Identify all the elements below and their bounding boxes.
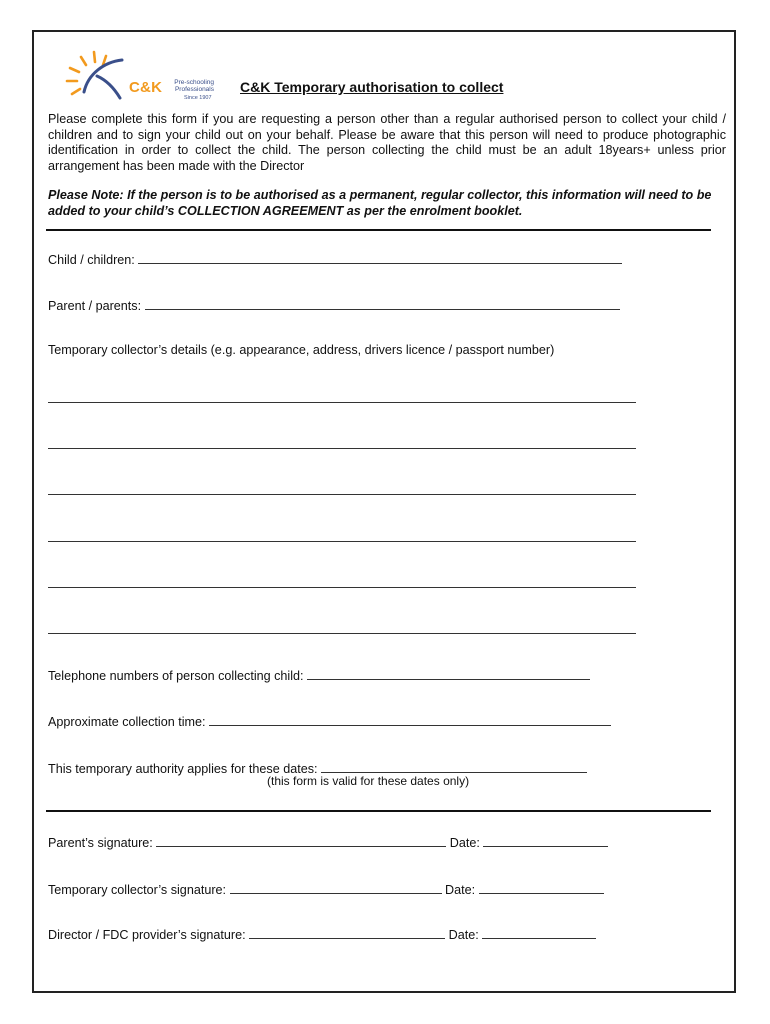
child-blank[interactable] <box>138 250 622 264</box>
note-paragraph: Please Note: If the person is to be authorised as a permanent, regular collector, this information will need to be added to your child’s COLLECTION AGREEMENT as per the enrolment booklet. <box>48 188 712 218</box>
parent-field-row <box>48 296 620 313</box>
parent-signature-blank[interactable] <box>156 833 446 847</box>
collection-time-row <box>48 712 611 729</box>
dates-note: (this form is valid for these dates only) <box>267 774 470 788</box>
collector-details-line-1[interactable] <box>48 402 636 403</box>
telephone-blank[interactable] <box>307 666 590 680</box>
parent-signature-label: Parent’s signature: <box>48 836 153 850</box>
divider-bottom <box>46 810 711 812</box>
collector-details-line-5[interactable] <box>48 587 636 588</box>
child-field-row <box>48 250 622 267</box>
divider-top <box>46 229 711 231</box>
collector-details-line-2[interactable] <box>48 448 636 449</box>
collector-details-line-3[interactable] <box>48 494 636 495</box>
collector-signature-row <box>48 880 604 897</box>
logo-brand-text: C&K <box>129 79 163 96</box>
collector-details-line-6[interactable] <box>48 633 636 634</box>
collection-time-label: Approximate collection time: <box>48 715 206 729</box>
director-date-blank[interactable] <box>482 925 596 939</box>
parent-date-blank[interactable] <box>483 833 608 847</box>
collector-date-label: Date: <box>445 883 476 897</box>
director-date-label: Date: <box>448 928 479 942</box>
logo-since: Since 1907 <box>184 95 212 101</box>
form-title: C&K Temporary authorisation to collect <box>240 79 504 95</box>
ck-logo <box>64 48 214 104</box>
intro-paragraph: Please complete this form if you are requesting a person other than a regular authorised person to collect your child / children and to sign your child out on your behalf. Please be aware that this person will need to produce photographic identification in order to collect the child. The person collecting the child must be an adult 18years+ unless prior arrangement has been made with the Director <box>48 112 726 173</box>
collector-details-label: Temporary collector’s details (e.g. appearance, address, drivers licence / passport number) <box>48 343 555 357</box>
collection-time-blank[interactable] <box>209 712 611 726</box>
logo-tagline-2: Professionals <box>174 86 214 93</box>
logo-tagline-1: Pre-schooling <box>174 79 214 86</box>
dates-label: This temporary authority applies for these dates: <box>48 762 318 776</box>
director-signature-label: Director / FDC provider’s signature: <box>48 928 246 942</box>
director-signature-row <box>48 925 596 942</box>
collector-date-blank[interactable] <box>479 880 604 894</box>
collector-signature-blank[interactable] <box>230 880 442 894</box>
form-page <box>32 30 736 993</box>
child-label: Child / children: <box>48 253 135 267</box>
dates-blank[interactable] <box>321 759 587 773</box>
parent-date-label: Date: <box>449 836 480 850</box>
collector-signature-label: Temporary collector’s signature: <box>48 883 227 897</box>
logo-tagline <box>168 79 214 93</box>
parent-blank[interactable] <box>145 296 620 310</box>
parent-label: Parent / parents: <box>48 299 142 313</box>
sun-logo-icon <box>64 48 134 104</box>
telephone-field-row <box>48 666 590 683</box>
telephone-label: Telephone numbers of person collecting child: <box>48 669 304 683</box>
director-signature-blank[interactable] <box>249 925 445 939</box>
collector-details-line-4[interactable] <box>48 541 636 542</box>
parent-signature-row <box>48 833 608 850</box>
